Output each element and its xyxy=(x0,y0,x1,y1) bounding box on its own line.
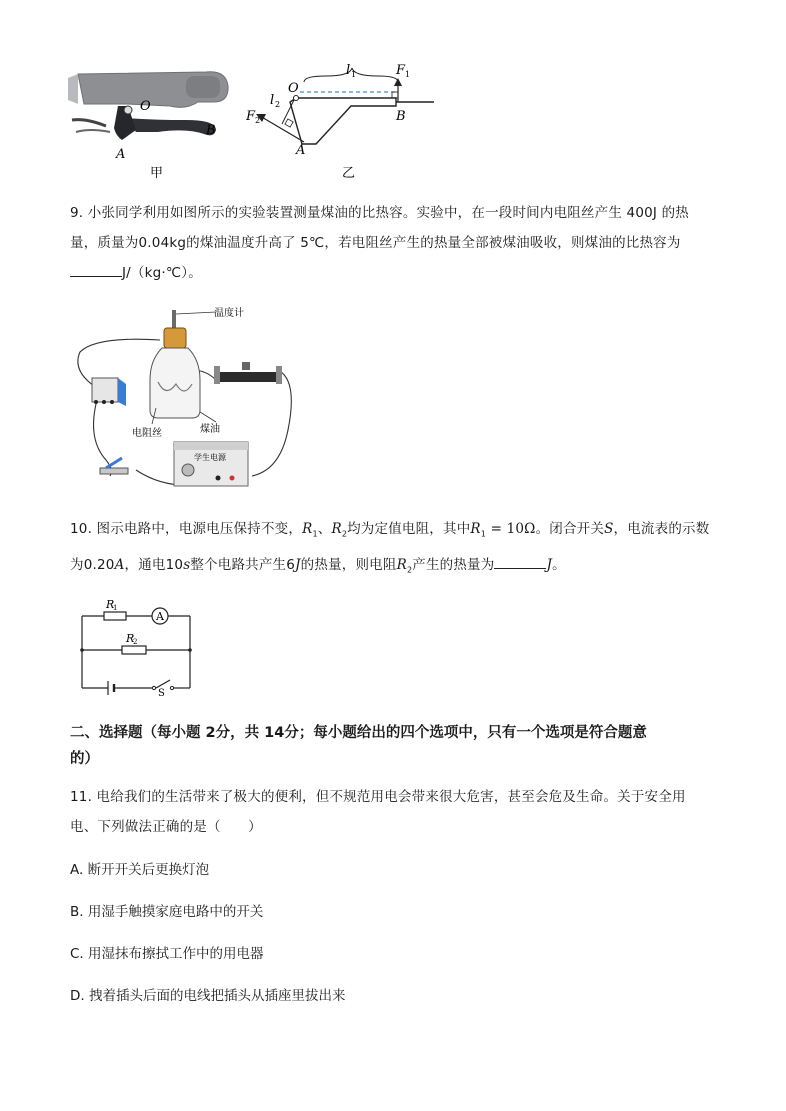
label-kerosene: 煤油 xyxy=(200,424,220,435)
q10-line-2 xyxy=(70,550,740,586)
yi-label-l2-sub: 2 xyxy=(275,100,281,109)
yi-label-l1-sub: 1 xyxy=(351,70,357,79)
yi-label-l1: l xyxy=(346,63,351,78)
jia-label-B: B xyxy=(206,123,216,138)
q10-answer-unit: J xyxy=(546,556,553,573)
circuit-label-R2: R xyxy=(126,632,135,645)
q10-text: ，通电10 xyxy=(124,556,184,573)
yi-label-B: B xyxy=(396,109,406,124)
q10-r1: R xyxy=(302,521,313,537)
yi-label-O: O xyxy=(288,81,299,96)
q10-r1b-sub: 1 xyxy=(480,529,487,539)
q10-text: ，电流表的示数 xyxy=(613,521,710,537)
question-10 xyxy=(70,514,740,585)
q10-r2b-sub: 2 xyxy=(406,565,413,575)
q10-line-1 xyxy=(70,514,740,550)
q10-text: 。闭合开关 xyxy=(535,521,605,537)
q11-option-d[interactable]: D. 拽着插头后面的电线把插头从插座里拔出来 xyxy=(70,988,346,1004)
q10-sep: 、 xyxy=(317,521,332,537)
yi-label-A: A xyxy=(296,143,306,158)
q11-line-2: 电、下列做法正确的是（ ） xyxy=(70,819,262,835)
yi-label-F2: F xyxy=(246,109,256,124)
q10-r2b: R xyxy=(396,556,407,573)
q10-eq: = 10Ω xyxy=(486,521,536,537)
yi-caption: 乙 xyxy=(342,166,356,181)
circuit-label-R1-sub: 1 xyxy=(113,604,118,612)
q9-answer-blank xyxy=(70,262,122,277)
q11-option-b[interactable]: B. 用湿手触摸家庭电路中的开关 xyxy=(70,904,264,920)
q10-r2-sub: 2 xyxy=(341,529,348,539)
q10-r2: R xyxy=(331,521,342,537)
circuit-label-R2-sub: 2 xyxy=(133,638,138,646)
q9-line-2: 量，质量为0.04kg的煤油温度升高了 5℃，若电阻丝产生的热量全部被煤油吸收，则煤油的比热容为 xyxy=(70,235,681,251)
q10-switch-s: S xyxy=(604,521,614,537)
q10-text: 产生的热量为 xyxy=(412,556,495,573)
label-power-supply: 学生电源 xyxy=(194,453,226,462)
q10-text: 的热量，则电阻 xyxy=(300,556,397,573)
label-thermometer: 温度计 xyxy=(214,308,244,319)
ammeter-symbol: A xyxy=(156,610,164,623)
figure-jia xyxy=(66,58,246,184)
question-11 xyxy=(70,782,740,842)
figure-yi xyxy=(246,58,446,184)
yi-label-F1: F xyxy=(396,63,406,78)
q11-option-c[interactable]: C. 用湿抹布擦拭工作中的用电器 xyxy=(70,946,264,962)
circuit-label-switch: S xyxy=(158,688,165,696)
q10-text: 整个电路共产生6 xyxy=(190,556,296,573)
q11-option-a[interactable]: A. 断开开关后更换灯泡 xyxy=(70,862,210,878)
section-2-line-1: 二、选择题（每小题 2分，共 14分；每小题给出的四个选项中，只有一个选项是符合题意 xyxy=(70,725,647,741)
q10-unit-s: s xyxy=(183,556,191,573)
yi-label-F2-sub: 2 xyxy=(255,116,261,125)
q10-r1-sub: 1 xyxy=(312,529,318,539)
q9-line-3 xyxy=(70,258,730,288)
section-2-heading xyxy=(70,720,740,772)
q10-text: 为0.20 xyxy=(70,556,115,573)
q10-unit-J: J xyxy=(295,556,301,573)
q10-text: 10. 图示电路中，电源电压保持不变， xyxy=(70,521,303,537)
q10-r1b: R xyxy=(470,521,481,537)
q9-line-1: 9. 小张同学利用如图所示的实验装置测量煤油的比热容。实验中，在一段时间内电阻丝产生 400J 的热 xyxy=(70,205,690,221)
yi-label-F1-sub: 1 xyxy=(405,70,411,79)
q10-answer-blank xyxy=(494,554,546,569)
q10-text: 均为定值电阻，其中 xyxy=(347,521,471,537)
q10-circuit-diagram xyxy=(72,592,202,696)
yi-label-l2: l xyxy=(270,93,275,108)
q9-apparatus-figure xyxy=(66,300,306,500)
jia-label-A: A xyxy=(116,147,126,162)
jia-label-O: O xyxy=(140,99,151,114)
q9-unit: J/（kg·℃）。 xyxy=(122,265,202,281)
question-9 xyxy=(70,198,730,288)
section-2-line-2: 的） xyxy=(70,751,99,767)
label-resistance-wire: 电阻丝 xyxy=(132,428,162,439)
q10-text: 。 xyxy=(552,556,566,573)
q11-line-1: 11. 电给我们的生活带来了极大的便利，但不规范用电会带来很大危害，甚至会危及生命。关于安全用 xyxy=(70,789,686,805)
q10-unit-A: A xyxy=(114,556,125,573)
circuit-label-R1: R xyxy=(106,598,115,611)
jia-caption: 甲 xyxy=(150,166,164,181)
